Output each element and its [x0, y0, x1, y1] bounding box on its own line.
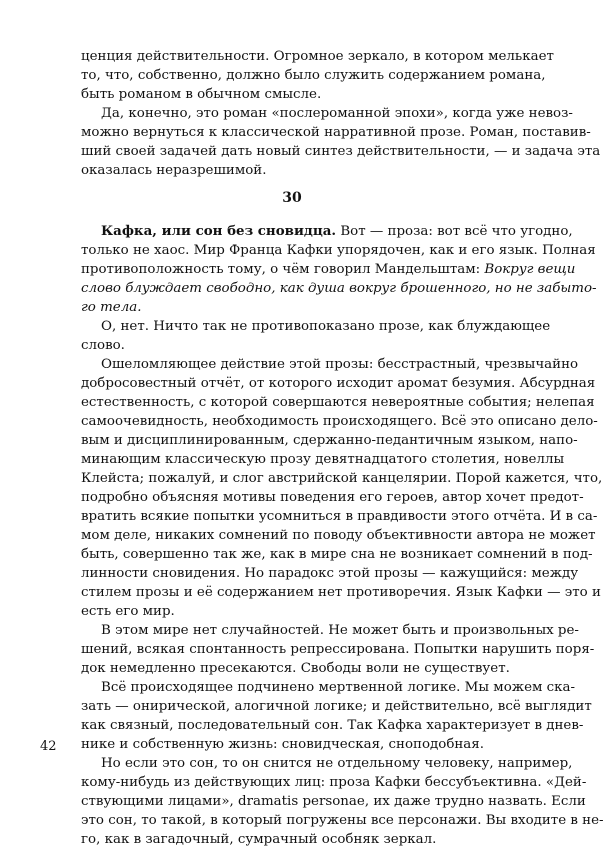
text-line: естественность, с которой совершаются невероятные события; нелепая [81, 395, 595, 410]
text-line: мом деле, никаких сомнений по поводу объективности автора не может [81, 528, 596, 543]
text-line: го, как в загадочный, сумрачный особняк зеркал. [81, 832, 437, 847]
text-line: Но если это сон, то он снится не отдельному человеку, например, [101, 756, 573, 771]
paragraph [81, 754, 604, 849]
paragraph [81, 222, 597, 317]
text-line [81, 222, 573, 241]
text-line: ценция действительности. Огромное зеркало, в котором мелькает [81, 49, 554, 64]
paragraph [81, 104, 601, 180]
text-line: шений, всякая спонтанность репрессирована. Попытки нарушить поря- [81, 642, 595, 657]
page-body [81, 47, 604, 849]
section-heading: Кафка, или сон без сновидца. [101, 223, 337, 239]
paragraph [81, 317, 551, 355]
text-line: это сон, то такой, в который погружены все персонажи. Вы входите в не- [81, 813, 604, 828]
text-line: быть романом в обычном смысле. [81, 87, 322, 102]
text-line: есть его мир. [81, 604, 175, 619]
text-line: Ошеломляющее действие этой прозы: бесстрастный, чрезвычайно [101, 357, 579, 372]
text-fragment: противоположность тому, о чём говорил Мандельштам: [81, 262, 485, 277]
text-line: ствующими лицами», dramatis personae, их даже трудно назвать. Если [81, 794, 586, 809]
text-line: О, нет. Ничто так не противопоказано прозе, как блуждающее [101, 319, 551, 334]
section-number: 30 [282, 190, 302, 206]
text-line: слово. [81, 338, 125, 353]
text-line: кому-нибудь из действующих лиц: проза Кафки бессубъективна. «Дей- [81, 775, 587, 790]
text-line: линности сновидения. Но парадокс этой прозы — кажущийся: между [81, 566, 579, 581]
text-line: зать — онирической, алогичной логике; и действительно, всё выглядит [81, 699, 592, 714]
paragraph [81, 47, 554, 104]
text-line: док немедленно пресекаются. Свободы воли не существует. [81, 661, 510, 676]
text-line: стилем прозы и её содержанием нет противоречия. Язык Кафки — это и [81, 585, 601, 600]
quote-line: го тела. [81, 300, 142, 315]
text-line: самоочевидность, необходимость происходящего. Всё это описано дело- [81, 414, 598, 429]
text-line: подробно объясняя мотивы поведения его героев, автор хочет предот- [81, 490, 584, 505]
text-line: ший своей задачей дать новый синтез действительности, — и задача эта [81, 144, 601, 159]
text-line: В этом мире нет случайностей. Не может быть и произвольных ре- [101, 623, 579, 638]
text-line [81, 260, 576, 279]
text-fragment: Вот — проза: вот всё что угодно, [336, 224, 573, 239]
text-line: Да, конечно, это роман «послероманной эпохи», когда уже невоз- [101, 106, 573, 121]
quote-line: слово блуждает свободно, как душа вокруг брошенного, но не забыто- [81, 281, 597, 296]
text-line: вратить всякие попытки усомниться в правдивости этого отчёта. И в са- [81, 509, 598, 524]
paragraph [81, 355, 603, 621]
text-line: только не хаос. Мир Франца Кафки упорядочен, как и его язык. Полная [81, 243, 596, 258]
text-line: вым и дисциплинированным, сдержанно-педантичным языком, напо- [81, 433, 578, 448]
text-line: добросовестный отчёт, от которого исходит аромат безумия. Абсурдная [81, 376, 596, 391]
text-line: как связный, последовательный сон. Так Кафка характеризует в днев- [81, 718, 584, 733]
paragraph [81, 621, 595, 678]
text-line: быть, совершенно так же, как в мире сна не возникает сомнений в под- [81, 547, 593, 562]
paragraph [81, 678, 592, 754]
quote-fragment: Вокруг вещи [484, 262, 576, 277]
page-number: 42 [40, 739, 57, 754]
text-line: минающим классическую прозу девятнадцатого столетия, новеллы [81, 452, 565, 467]
text-line: можно вернуться к классической нарративной прозе. Роман, поставив- [81, 125, 591, 140]
text-line: Клейста; пожалуй, и слог австрийской канцелярии. Порой кажется, что, [81, 471, 603, 486]
text-line: нике и собственную жизнь: сновидческая, сноподобная. [81, 737, 484, 752]
text-line: Всё происходящее подчинено мертвенной логике. Мы можем ска- [101, 680, 576, 695]
text-line: оказалась неразрешимой. [81, 163, 267, 178]
text-line: то, что, собственно, должно было служить содержанием романа, [81, 68, 546, 83]
